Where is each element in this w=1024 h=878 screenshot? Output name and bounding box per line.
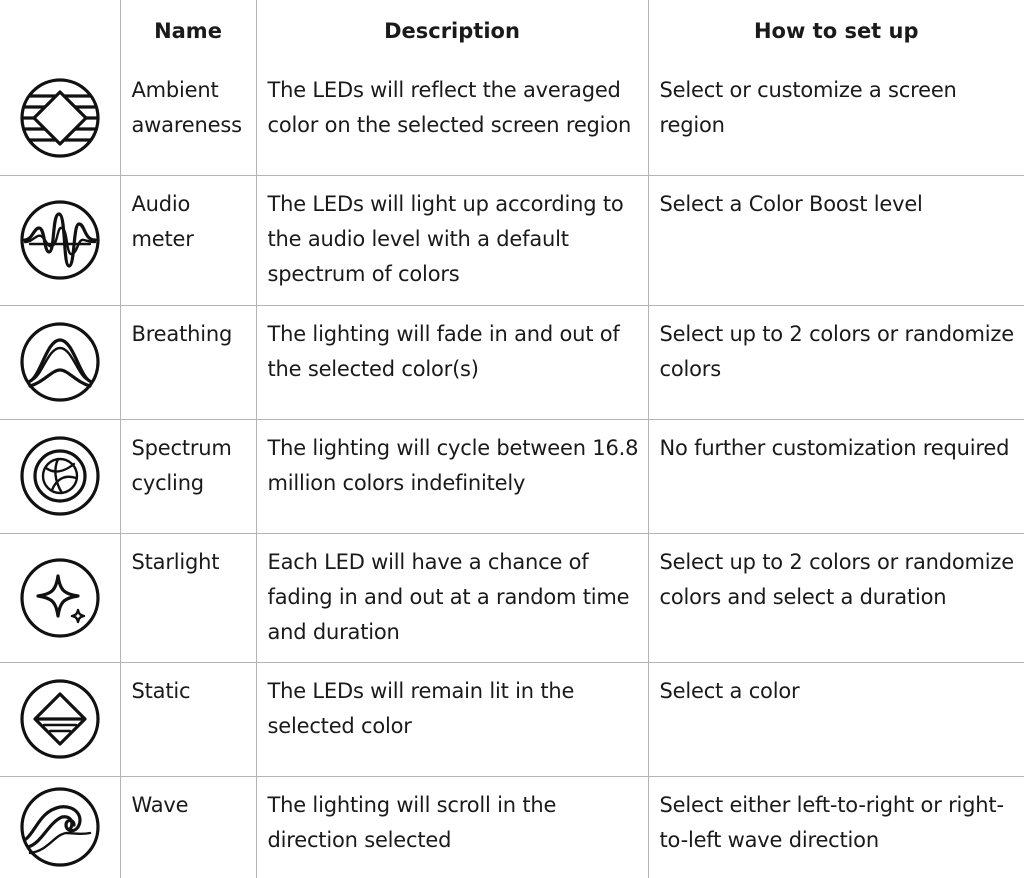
effect-description: The LEDs will light up according to the audio level with a default spectrum of colors <box>256 175 648 305</box>
table-row <box>0 62 1024 175</box>
effect-description: Each LED will have a chance of fading in and out at a random time and duration <box>256 533 648 662</box>
audio-meter-icon <box>0 198 120 282</box>
table-row <box>0 305 1024 419</box>
effect-setup: Select either left-to-right or right-to-left wave direction <box>648 776 1024 878</box>
header-setup: How to set up <box>648 0 1024 62</box>
effect-name: Starlight <box>120 533 256 662</box>
effect-setup: Select a color <box>648 662 1024 776</box>
wave-icon <box>0 785 120 869</box>
effect-name: Breathing <box>120 305 256 419</box>
effect-description: The lighting will scroll in the direction selected <box>256 776 648 878</box>
header-description: Description <box>256 0 648 62</box>
effect-name: Static <box>120 662 256 776</box>
table-row <box>0 776 1024 878</box>
effect-name: Wave <box>120 776 256 878</box>
icon-cell <box>0 175 120 305</box>
icon-cell <box>0 305 120 419</box>
spectrum-cycling-icon <box>0 434 120 518</box>
effect-setup: Select up to 2 colors or randomize colors <box>648 305 1024 419</box>
icon-cell <box>0 419 120 533</box>
header-icon <box>0 0 120 62</box>
effect-setup: Select a Color Boost level <box>648 175 1024 305</box>
icon-cell <box>0 662 120 776</box>
header-row <box>0 0 1024 62</box>
effect-setup: No further customization required <box>648 419 1024 533</box>
ambient-awareness-icon <box>0 76 120 160</box>
header-name: Name <box>120 0 256 62</box>
effect-description: The LEDs will remain lit in the selected color <box>256 662 648 776</box>
table-row <box>0 419 1024 533</box>
static-icon <box>0 677 120 761</box>
effect-description: The lighting will fade in and out of the selected color(s) <box>256 305 648 419</box>
starlight-icon <box>0 556 120 640</box>
effect-name: Audio meter <box>120 175 256 305</box>
effect-name: Ambient awareness <box>120 62 256 175</box>
icon-cell <box>0 533 120 662</box>
effect-description: The LEDs will reflect the averaged color on the selected screen region <box>256 62 648 175</box>
effect-setup: Select or customize a screen region <box>648 62 1024 175</box>
effect-name: Spectrum cycling <box>120 419 256 533</box>
effect-setup: Select up to 2 colors or randomize colors and select a duration <box>648 533 1024 662</box>
icon-cell <box>0 776 120 878</box>
table-row <box>0 533 1024 662</box>
effect-description: The lighting will cycle between 16.8 million colors indefinitely <box>256 419 648 533</box>
table-row <box>0 662 1024 776</box>
icon-cell <box>0 62 120 175</box>
table-row <box>0 175 1024 305</box>
breathing-icon <box>0 320 120 404</box>
